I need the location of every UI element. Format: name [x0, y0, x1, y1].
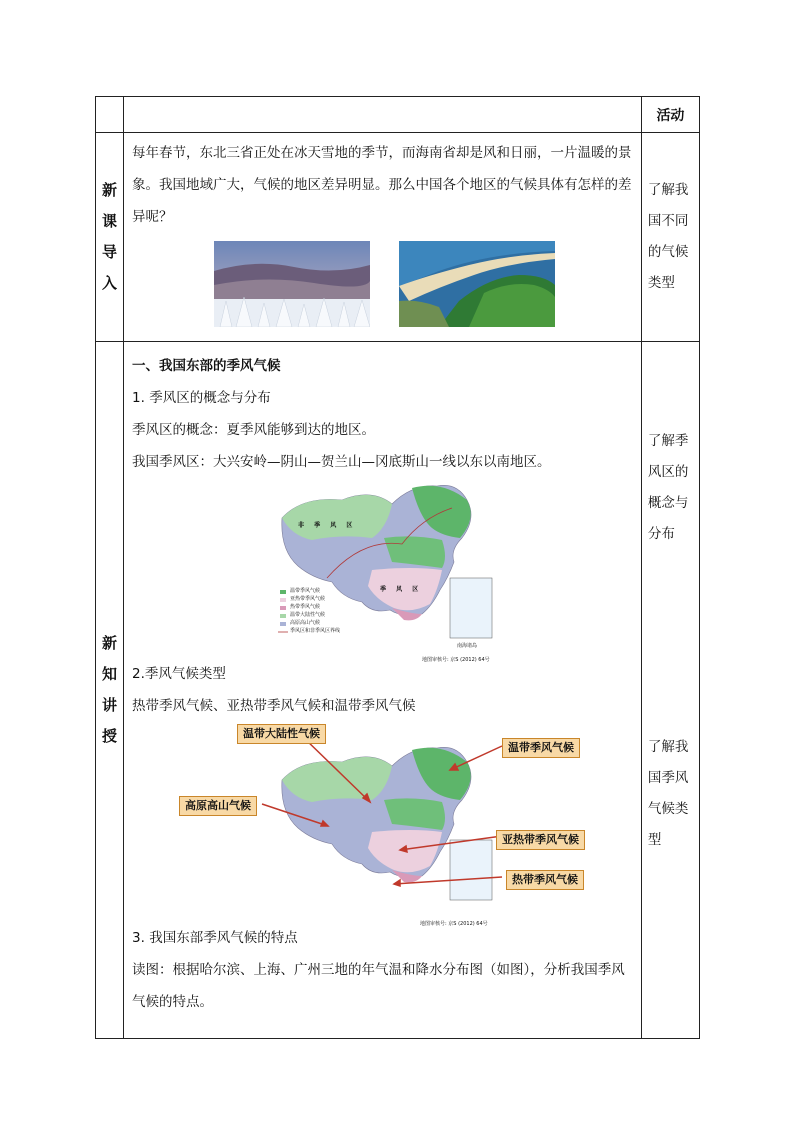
side-char: 导 [102, 243, 118, 261]
monsoon-concept: 季风区的概念：夏季风能够到达的地区。 [132, 422, 376, 438]
map2-source: 地图审核号: 京S (2012) 64号 [420, 921, 488, 927]
activity-line: 类型 [647, 275, 675, 291]
activity-line: 概念与 [647, 495, 689, 511]
map-label: 季 [380, 586, 387, 593]
new-side-label [96, 342, 124, 1039]
intro-content [124, 133, 642, 342]
activity-line: 的气候 [647, 244, 689, 260]
snow-landscape-photo [214, 241, 370, 327]
intro-activity [641, 133, 699, 342]
side-char: 讲 [102, 696, 118, 714]
callout-temperate-monsoon: 温带季风气候 [502, 738, 580, 758]
lesson-table [95, 96, 700, 1039]
legend-item: 季风区和非季风区界线 [290, 628, 341, 634]
side-char: 课 [102, 212, 118, 230]
activity-header: 活动 [641, 97, 699, 133]
map-label: 风 [330, 522, 337, 529]
new-activity [641, 342, 699, 1039]
map-label: 区 [412, 586, 419, 593]
map-label: 区 [346, 522, 353, 529]
activity-line: 国不同 [647, 213, 689, 229]
section-heading: 一、我国东部的季风气候 [132, 358, 281, 374]
monsoon-region-map [272, 478, 500, 663]
monsoon-types: 热带季风气候、亚热带季风气候和温带季风气候 [132, 698, 416, 714]
subheading-3: 3. 我国东部季风气候的特点 [132, 930, 298, 946]
activity-line: 分布 [647, 526, 675, 542]
side-char: 授 [102, 727, 118, 745]
callout-subtropical-monsoon: 亚热带季风气候 [496, 830, 585, 850]
activity-line: 型 [647, 832, 662, 848]
side-char: 知 [102, 665, 118, 683]
header-blank [96, 97, 124, 133]
legend-item: 温带季风气候 [290, 588, 321, 594]
activity-line: 气候类 [647, 801, 689, 817]
callout-temperate-continental: 温带大陆性气候 [237, 724, 326, 744]
map-source: 地图审核号: 京S (2012) 64号 [422, 657, 490, 663]
legend-item: 高原高山气候 [290, 620, 321, 626]
monsoon-region: 我国季风区：大兴安岭—阴山—贺兰山—冈底斯山一线以东以南地区。 [132, 454, 551, 470]
header-row [96, 97, 700, 133]
callout-tropical-monsoon: 热带季风气候 [506, 870, 584, 890]
side-char: 新 [102, 634, 118, 652]
header-blank-main [124, 97, 642, 133]
intro-text: 每年春节，东北三省正处在冰天雪地的季节，而海南省却是风和日丽，一片温暖的景象。我国地域广大，气候的地区差异明显。那么中国各个地区的气候具体有怎样的差异呢？ [132, 145, 632, 225]
read-instruction: 读图：根据哈尔滨、上海、广州三地的年气温和降水分布图（如图），分析我国季风气候的特点。 [132, 962, 625, 1010]
legend-item: 热带季风气候 [290, 604, 321, 610]
activity-line: 风区的 [647, 464, 689, 480]
side-char: 入 [102, 274, 118, 292]
climate-types-map [132, 722, 632, 927]
subheading-1: 1. 季风区的概念与分布 [132, 390, 271, 406]
activity-line: 了解我 [647, 182, 689, 198]
subheading-2: 2.季风气候类型 [132, 666, 226, 682]
inset-label: 南海诸岛 [457, 643, 478, 649]
hainan-coast-photo [399, 241, 555, 327]
callout-plateau: 高原高山气候 [179, 796, 257, 816]
activity-line: 了解季 [647, 433, 689, 449]
map-label: 非 [298, 522, 305, 529]
activity-line: 了解我 [647, 739, 689, 755]
map-label: 风 [396, 586, 403, 593]
side-char: 新 [102, 181, 118, 199]
new-knowledge-row [96, 342, 700, 1039]
legend-item: 亚热带季风气候 [290, 596, 326, 602]
new-content [124, 342, 642, 1039]
intro-side-label [96, 133, 124, 342]
activity-line: 国季风 [647, 770, 689, 786]
intro-row [96, 133, 700, 342]
legend-item: 温带大陆性气候 [290, 612, 326, 618]
map-label: 季 [314, 522, 321, 529]
intro-photos [132, 233, 633, 333]
